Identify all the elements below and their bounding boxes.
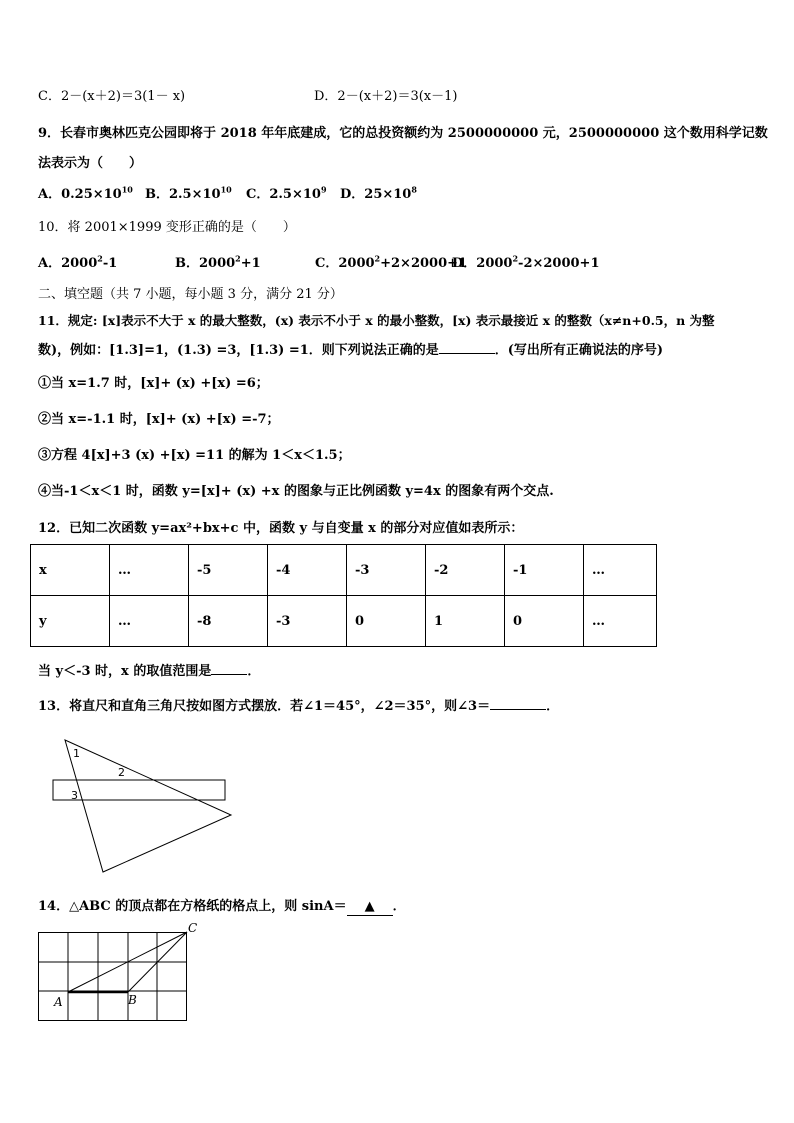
q10-option-a: A．2000$^2$-1 [38, 253, 118, 271]
table-cell: -4 [268, 545, 347, 596]
table-cell: -8 [189, 596, 268, 647]
table-cell: -5 [189, 545, 268, 596]
q8-option-c: C．2－(x＋2)＝3(1－ x) [38, 89, 186, 104]
q14-stem: 14．△ABC 的顶点都在方格纸的格点上，则 sinA＝ ▲ ． [38, 899, 406, 914]
table-cell: … [584, 596, 657, 647]
table-cell: y [31, 596, 110, 647]
vertex-label-c: C [188, 921, 198, 935]
q9-stem-line1: 9．长春市奥林匹克公园即将于 2018 年年底建成，它的总投资额约为 2500000000 元，2500000000 这个数用科学记数 [38, 126, 768, 141]
grid-triangle-figure [30, 920, 210, 1030]
table-cell: 0 [347, 596, 426, 647]
q10-option-b: B．$2000^2+1$ [175, 253, 261, 271]
q11-stem-line2: 数)，例如：[1.3]=1，(1.3) =3，[1.3) =1．则下列说法正确的是 ．(写出所有正确说法的序号) [38, 343, 664, 358]
table-cell: -1 [505, 545, 584, 596]
q11-statement-2: ②当 x=-1.1 时，[x]+ (x) +[x) =-7； [38, 412, 280, 427]
q10-option-d: D．$2000^2-2\times 2000+1$ [452, 253, 600, 271]
q9-stem-line2: 法表示为（ ） [38, 156, 143, 171]
table-cell: 1 [426, 596, 505, 647]
vertex-label-a: A [54, 995, 63, 1009]
table-cell: … [110, 596, 189, 647]
answer-blank-mark: ▲ [347, 899, 393, 916]
angle-label-1: 1 [73, 747, 80, 760]
table-cell: -2 [426, 545, 505, 596]
q11-statement-3: ③方程 4[x]+3 (x) +[x) =11 的解为 1＜x＜1.5； [38, 448, 351, 463]
ruler [53, 780, 225, 800]
q9-option-c: C．$2.5\times 10^9$ [246, 184, 327, 202]
section-heading: 二、填空题（共 7 小题，每小题 3 分，满分 21 分） [38, 287, 343, 302]
table-cell: 0 [505, 596, 584, 647]
right-triangle [65, 740, 231, 872]
table-cell: … [584, 545, 657, 596]
q9-option-d: D．$25\times 10^8$ [340, 184, 417, 202]
q10-option-c: C．$2000^2+2\times 2000+1$ [315, 253, 468, 271]
angle-label-2: 2 [118, 766, 125, 779]
table-row-x [31, 545, 657, 596]
q10-stem: 10．将 2001×1999 变形正确的是（ ） [38, 220, 296, 235]
table-row-y [31, 596, 657, 647]
q11-statement-4: ④当-1＜x＜1 时，函数 y=[x]+ (x) +x 的图象与正比例函数 y=4x 的图象有两个交点. [38, 484, 554, 499]
table-cell: … [110, 545, 189, 596]
q11-stem-line1: 11．规定: [x]表示不大于 x 的最大整数，(x) 表示不小于 x 的最小整数，[x) 表示最接近 x 的整数（x≠n+0.5，n 为整 [38, 313, 715, 328]
angle-label-3: 3 [71, 789, 78, 802]
q9-option-b: B．$2.5\times 10^{10}$ [145, 184, 232, 202]
ruler-triangle-figure [45, 732, 245, 882]
q12-stem: 12．已知二次函数 y=ax²+bx+c 中，函数 y 与自变量 x 的部分对应值如表所示： [38, 521, 524, 536]
q13-stem: 13．将直尺和直角三角尺按如图方式摆放．若∠1＝45°，∠2＝35°，则∠3＝ ． [38, 699, 560, 714]
q11-statement-1: ①当 x=1.7 时，[x]+ (x) +[x) =6； [38, 376, 269, 391]
table-cell: -3 [268, 596, 347, 647]
value-table [30, 544, 657, 647]
q8-option-d: D．2－(x＋2)＝3(x－1) [314, 89, 458, 104]
table-cell: -3 [347, 545, 426, 596]
vertex-label-b: B [128, 993, 137, 1007]
q12-tail: 当 y＜-3 时，x 的取值范围是 ． [38, 664, 261, 679]
q9-option-a: A．$0.25\times 10^{10}$ [38, 184, 133, 202]
table-cell: x [31, 545, 110, 596]
